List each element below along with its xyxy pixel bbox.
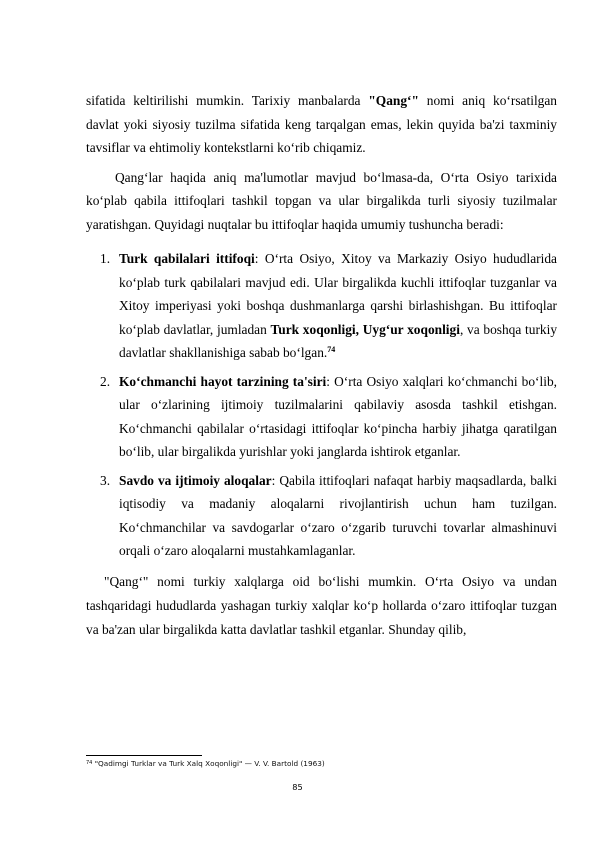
list-item (86, 370, 557, 464)
footnote-number: 74 (86, 760, 93, 766)
list-item-title: Savdo va ijtimoiy aloqalar (119, 472, 272, 488)
paragraph-text: sifatida keltirilishi mumkin. Tarixiy manbalarda (86, 93, 369, 108)
list-item-title: Ko‘chmanchi hayot tarzining ta'siri (119, 373, 327, 389)
paragraph-conclusion: "Qang‘" nomi turkiy xalqlarga oid bo‘lishi mumkin. O‘rta Osiyo va undan tashqaridagi hududlarda yashagan turkiy xalqlar ko‘p hollarda o‘zaro ittifoqlar tuzgan va ba'zan ular birgalikda katta davlatlar tashkil etganlar. Shunday qilib, (86, 573, 557, 637)
list-item (86, 469, 557, 563)
list-number: 1. (100, 251, 111, 266)
footnote-text: "Qadimgi Turklar va Turk Xalq Xoqonligi" — V. V. Bartold (1963) (92, 759, 325, 768)
list-item-title: Turk qabilalari ittifoqi (119, 251, 255, 266)
list-item-text: : Qabila ittifoqlari nafaqat harbiy maqsadlarda, balki iqtisodiy va madaniy aloqalarni rivojlantirish uchun ham tuzilgan. Ko‘chmanchilar va savdogarlar o‘zaro o‘zgarib turuvchi tovarlar almashinuvi orqali o‘zaro aloqalarni mustahkamlaganlar. (119, 472, 557, 558)
list-number: 3. (100, 472, 111, 488)
page-number: 85 (292, 782, 303, 792)
footnote (86, 759, 325, 768)
list-item (86, 247, 557, 365)
list-item-text: , va boshqa turkiy davlatlar shakllanishiga sabab bo‘lgan. (119, 321, 558, 360)
list-item-text: : O‘rta Osiyo xalqlari ko‘chmanchi bo‘lib, ular o‘zlarining ijtimoiy tuzilmalarini qabilaviy asosda tashkil etishgan. Ko‘chmanchi qabilalar o‘rtasidagi ittifoqlar ko‘pincha harbiy jihatga qaratilgan bo‘lib, ular birgalikda yurishlar yoki janglarda ishtirok etganlar. (119, 373, 557, 459)
footnote-divider (86, 755, 202, 756)
footnote-reference[interactable]: 74 (327, 345, 336, 354)
paragraph-alliances: Qang‘lar haqida aniq ma'lumotlar mavjud bo‘lmasa-da, O‘rta Osiyo tarixida ko‘plab qabila ittifoqlari tashkil topgan va ular birgalikda turli siyosiy tuzilmalar yaratishgan. Quyidagi nuqtalar bu ittifoqlar haqida umumiy tushuncha beradi: (86, 169, 557, 232)
bold-term-turk-xoqonligi: Turk xoqonligi (270, 321, 356, 337)
numbered-list (86, 247, 557, 563)
paragraph-intro (86, 89, 557, 160)
bold-term-uygur-xoqonligi: Uyg‘ur xoqonligi (362, 321, 460, 337)
bold-separator: , (355, 321, 363, 337)
list-item-text: : O‘rta Osiyo, Xitoy va Markaziy Osiyo hududlarida ko‘plab turk qabilalari mavjud edi. Ular birgalikda kuchli ittifoqlar tuzganlar va Xitoy imperiyasi yoki boshqa dushmanlarga qarshi birlashishgan. Bu ittifoqlar ko‘plab davlatlar, jumladan (119, 251, 557, 337)
paragraph-text: nomi aniq ko‘rsatilgan davlat yoki siyosiy tuzilma sifatida keng tarqalgan emas, lekin quyida ba'zi taxminiy tavsiflar va ehtimoliy kontekstlarni ko‘rib chiqamiz. (86, 93, 557, 155)
page-body (86, 89, 557, 642)
list-number: 2. (100, 373, 111, 389)
bold-term-qang: "Qang‘" (368, 93, 419, 108)
